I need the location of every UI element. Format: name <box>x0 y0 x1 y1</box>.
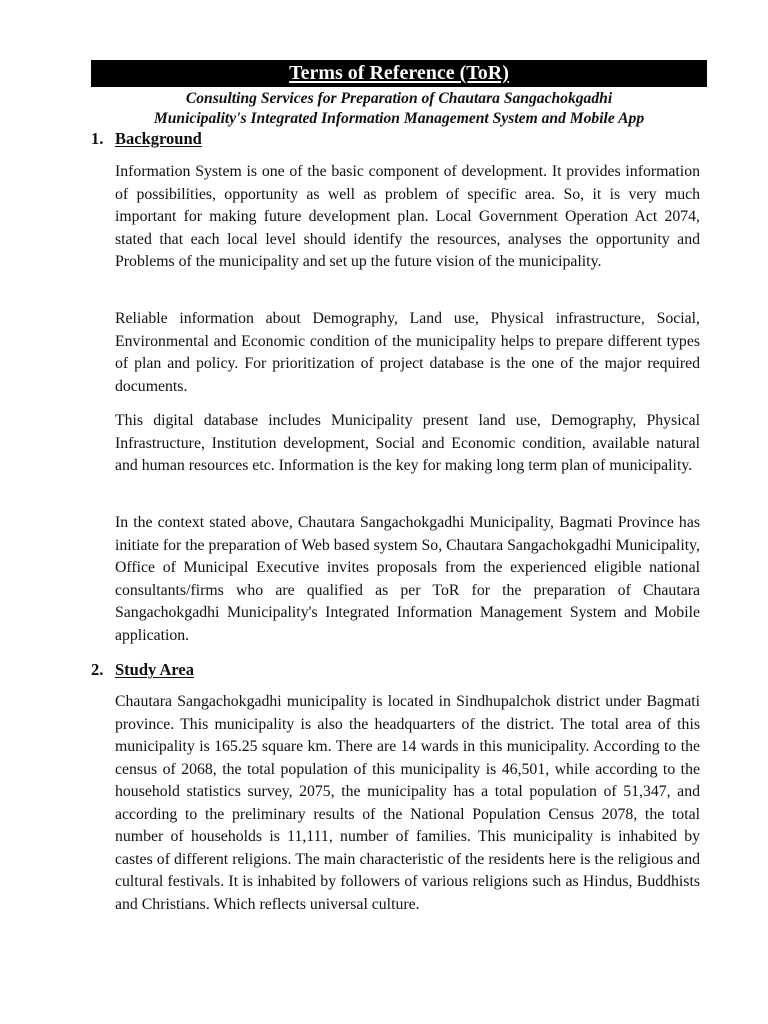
background-paragraph-4: In the context stated above, Chautara Sangachokgadhi Municipality, Bagmati Province has initiate for the preparation of Web based system So, Chautara Sangachokgadhi Municipality, Office of Municipal Executive invites proposals from the experienced eligible national consultants/firms who are qualified as per ToR for the preparation of Chautara Sangachokgadhi Municipality's Integrated Information Management System and Mobile application. <box>115 514 700 644</box>
background-paragraph-2: Reliable information about Demography, Land use, Physical infrastructure, Social, Environmental and Economic condition of the municipality helps to prepare different types of plan and policy. For prioritization of project database is the one of the major required documents. <box>115 310 700 395</box>
background-paragraph-1: Information System is one of the basic component of development. It provides information of possibilities, opportunity as well as problem of specific area. So, it is very much important for making future development plan. Local Government Operation Act 2074, stated that each local level should identify the resources, analyses the opportunity and Problems of the municipality and set up the future vision of the municipality. <box>115 163 700 270</box>
section-number: 1. <box>91 129 104 148</box>
title-banner <box>91 60 707 87</box>
section-number: 2. <box>91 660 104 679</box>
section-title: Background <box>115 129 202 148</box>
section-heading-background <box>91 128 202 150</box>
section-heading-study-area <box>91 659 194 681</box>
document-subtitle-line-1: Consulting Services for Preparation of Chautara Sangachokgadhi <box>185 90 613 107</box>
section-title: Study Area <box>115 660 195 679</box>
study-area-paragraph-1: Chautara Sangachokgadhi municipality is located in Sindhupalchok district under Bagmati province. This municipality is also the headquarters of the district. The total area of this municipality is 165.25 square km. There are 14 wards in this municipality. According to the census of 2068, the total population of this municipality is 46,501, while according to the household statistics survey, 2075, the municipality has a total population of 51,347, and according to the preliminary results of the National Population Census 2078, the total number of households is 11,111, number of families. This municipality is inhabited by castes of different religions. The main characteristic of the residents here is the religious and cultural festivals. It is inhabited by followers of various religions such as Hindus, Buddhists and Christians. Which reflects universal culture. <box>115 693 700 913</box>
document-subtitle-line-2: Municipality's Integrated Information Management System and Mobile App <box>153 110 645 127</box>
document-title: Terms of Reference (ToR) <box>289 62 509 84</box>
background-paragraph-3: This digital database includes Municipality present land use, Demography, Physical Infrastructure, Institution development, Social and Economic condition, available natural and human resources etc. Information is the key for making long term plan of municipality. <box>115 412 700 474</box>
